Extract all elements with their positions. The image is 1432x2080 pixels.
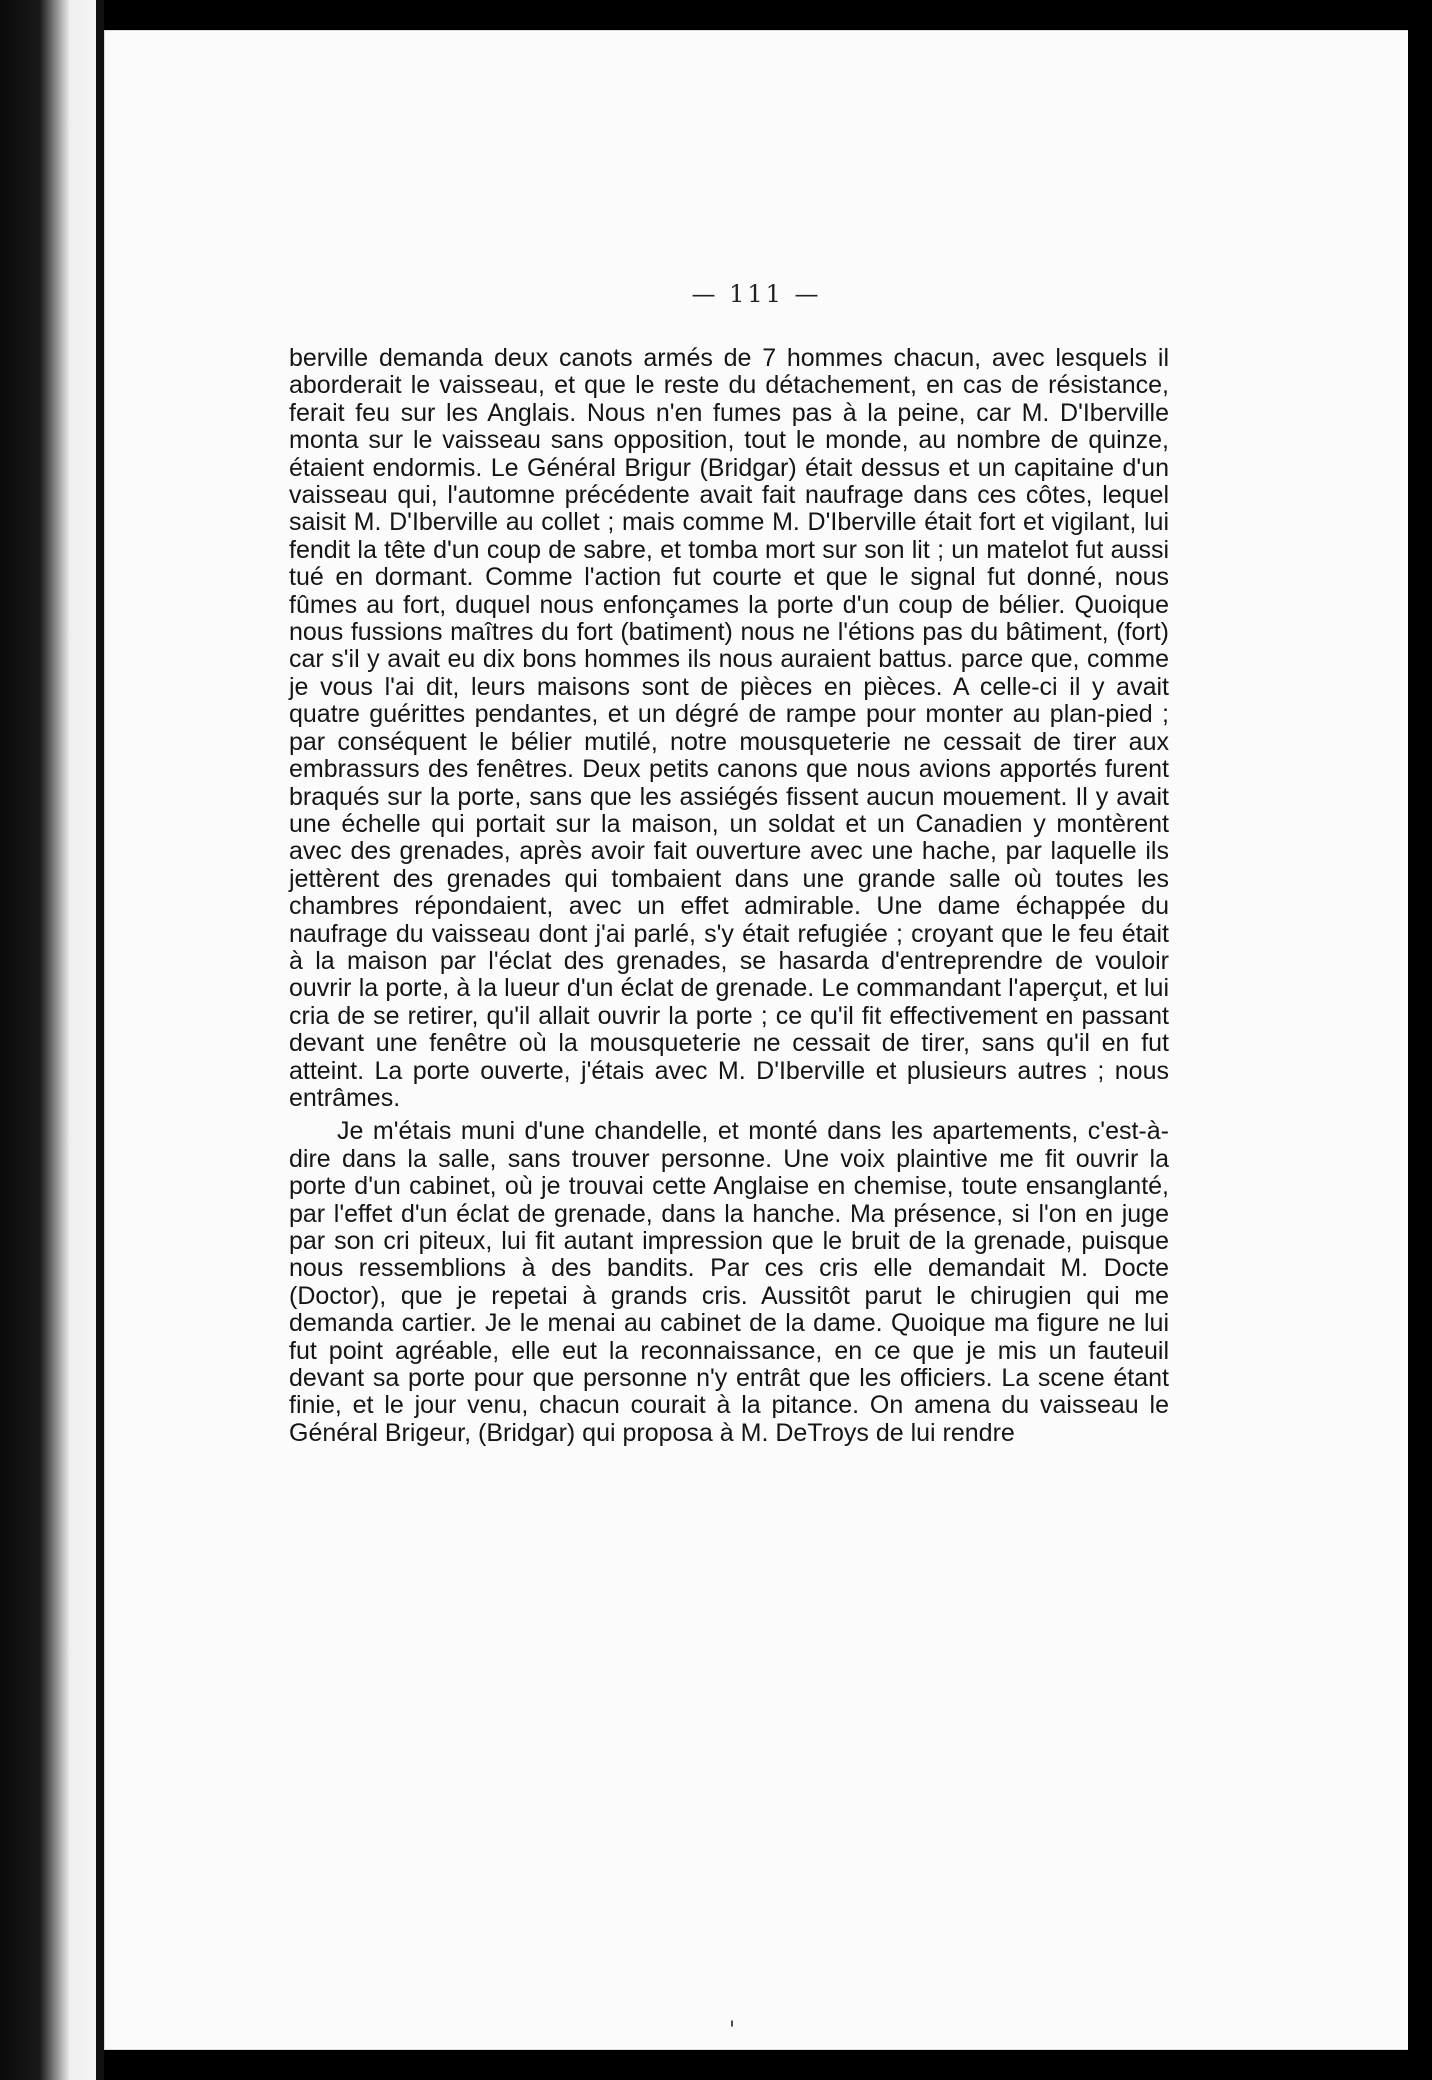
page-body — [289, 345, 1169, 1453]
book-page — [104, 30, 1409, 2050]
paragraph-1: berville demanda deux canots armés de 7 hommes chacun, avec lesquels il aborderait le vaisseau, et que le reste du détachement, en cas de résistance, ferait feu sur les Anglais. Nous n'en fumes pas à la peine, car M. D'Iberville monta sur le vaisseau sans opposition, tout le monde, au nombre de quinze, étaient endormis. Le Général Brigur (Bridgar) était dessus et un capitaine d'un vaisseau qui, l'automne précédente avait fait naufrage dans ces côtes, lequel saisit M. D'Iberville au collet ; mais comme M. D'Iberville était fort et vigilant, lui fendit la tête d'un coup de sabre, et tomba mort sur son lit ; un matelot fut aussi tué en dormant. Comme l'action fut courte et que le signal fut donné, nous fûmes au fort, duquel nous enfonçames la porte d'un coup de bélier. Quoique nous fussions maîtres du fort (batiment) nous ne l'étions pas du bâtiment, (fort) car s'il y avait eu dix bons hommes ils nous auraient battus. parce que, comme je vous l'ai dit, leurs maisons sont de pièces en pièces. A celle-ci il y avait quatre guérittes pendantes, et un dégré de rampe pour monter au plan-pied ; par conséquent le bélier mutilé, notre mousqueterie ne cessait de tirer aux embrassurs des fenêtres. Deux petits canons que nous avions apportés furent braqués sur la porte, sans que les assiégés fissent aucun mouement. Il y avait une échelle qui portait sur la maison, un soldat et un Canadien y montèrent avec des grenades, après avoir fait ouverture avec une hache, par laquelle ils jettèrent des grenades qui tombaient dans une grande salle où toutes les chambres répondaient, avec un effet admirable. Une dame échappée du naufrage du vaisseau dont j'ai parlé, s'y était refugiée ; croyant que le feu était à la maison par l'éclat des grenades, se hasarda d'entreprendre de vouloir ouvrir la porte, à la lueur d'un éclat de grenade. Le commandant l'aperçut, et lui cria de se retirer, qu'il allait ouvrir la porte ; ce qu'il fit effectivement en passant devant une fenêtre où la mousqueterie ne cessait de tirer, sans qu'il en fut atteint. La porte ouverte, j'étais avec M. D'Iberville et plusieurs autres ; nous entrâmes. — [289, 344, 1169, 1112]
scan-border-right — [1408, 0, 1432, 2080]
page-number: — 111 — — [691, 280, 822, 308]
book-spine — [0, 0, 96, 2080]
footer-mark: ' — [729, 2018, 736, 2043]
paragraph-2: Je m'étais muni d'une chandelle, et monté dans les apartements, c'est-à-dire dans la salle, sans trouver personne. Une voix plaintive me fit ouvrir la porte d'un cabinet, où je trouvai cette Anglaise en chemise, toute ensanglanté, par l'effet d'un éclat de grenade, dans la hanche. Ma présence, si l'on en juge par son cri piteux, lui fit autant impression que le bruit de la grenade, puisque nous ressemblions à des bandits. Par ces cris elle demandait M. Docte (Doctor), que je repetai à grands cris. Aussitôt parut le chirugien qui me demanda cartier. Je le menai au cabinet de la dame. Quoique ma figure ne lui fut point agréable, elle eut la reconnaissance, en ce que je mis un fauteuil devant sa porte pour que personne n'y entrât que les officiers. La scene étant finie, et le jour venu, chacun courait à la pitance. On amena du vaisseau le Général Brigeur, (Bridgar) qui proposa à M. DeTroys de lui rendre — [289, 1117, 1169, 1447]
spine-edge — [96, 0, 104, 2080]
